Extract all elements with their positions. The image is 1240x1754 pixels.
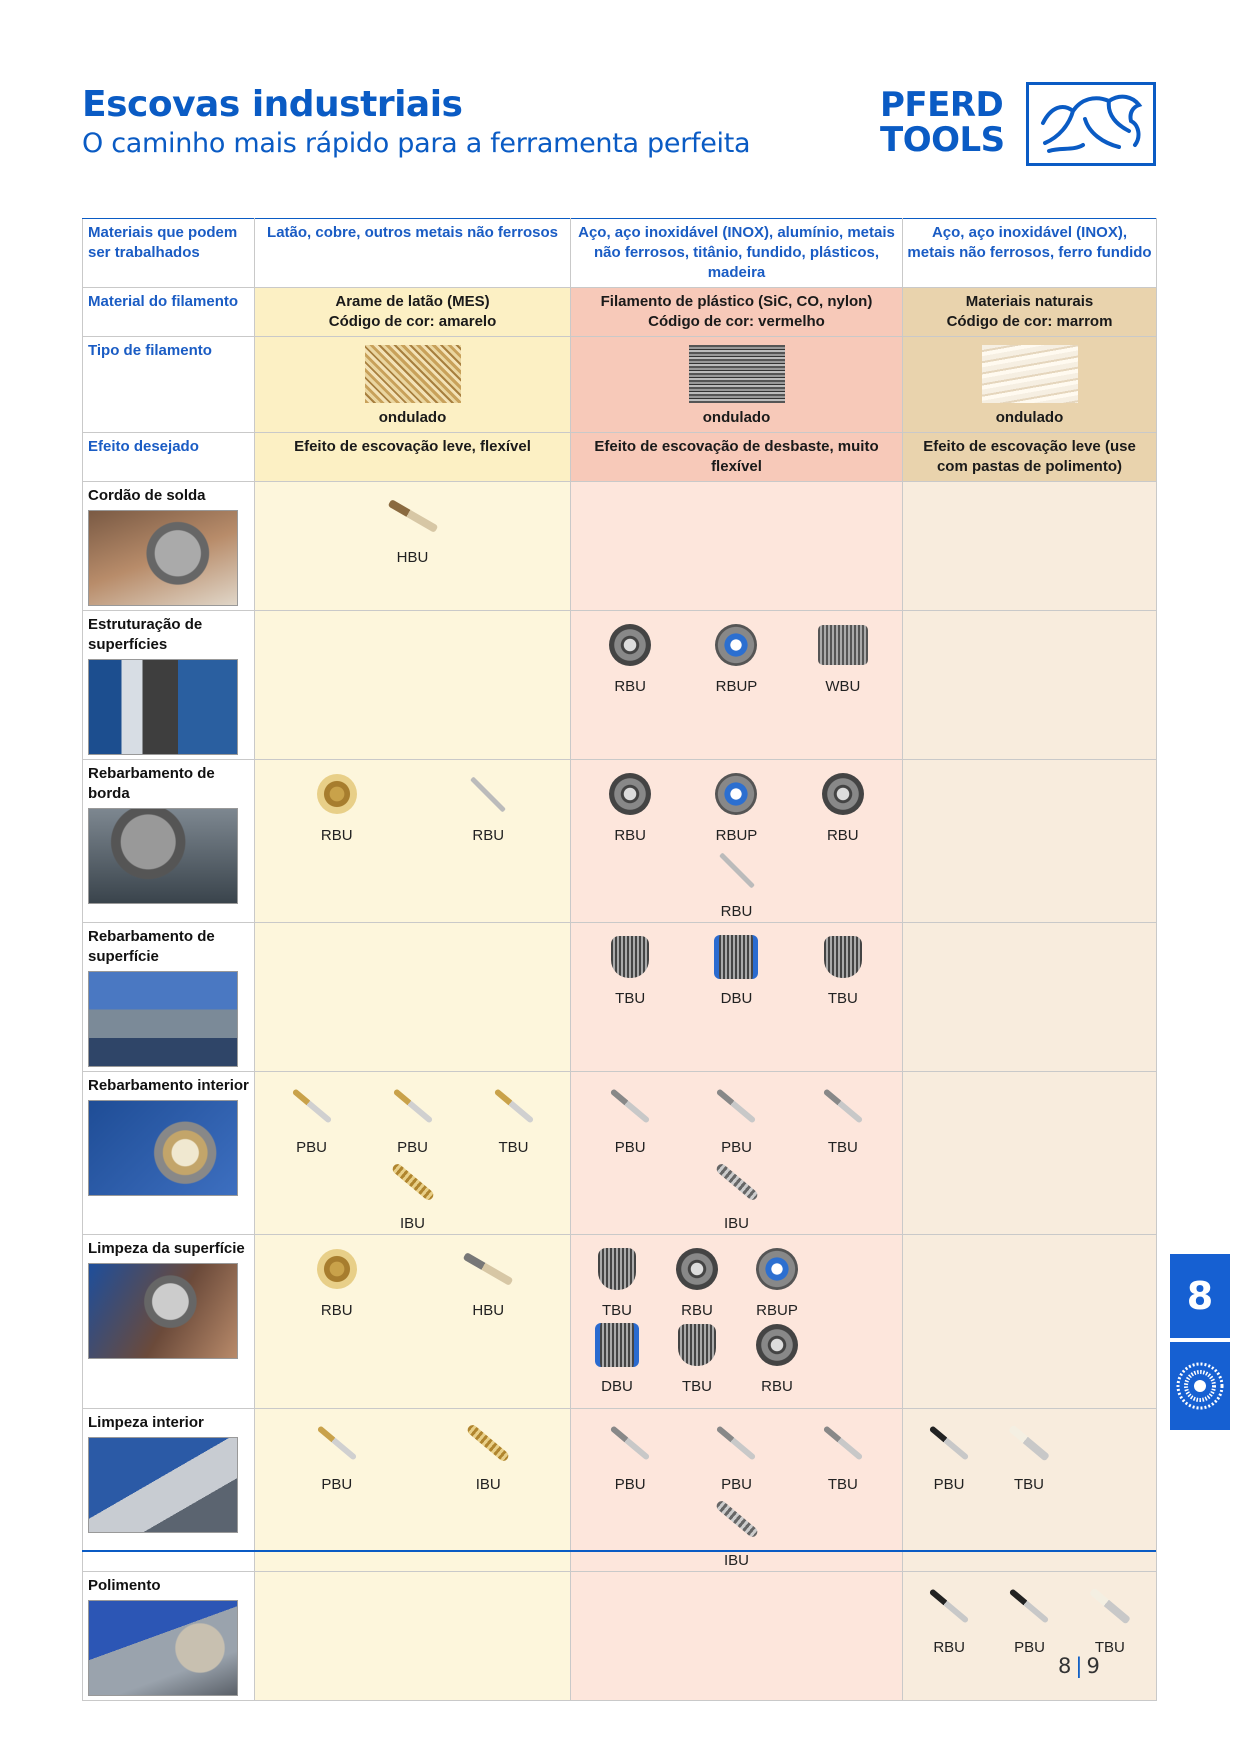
- filament-name: Materiais naturais: [965, 293, 1094, 310]
- page-number-left: 8: [1058, 1654, 1072, 1678]
- type-value: ondulado: [702, 409, 771, 426]
- brush-item: [803, 1419, 883, 1495]
- application-row: [83, 1235, 1157, 1409]
- type-value: ondulado: [995, 409, 1064, 426]
- brush-item: [590, 621, 670, 697]
- mini-wheel-brush-icon: [470, 776, 506, 812]
- application-label: Rebarbamento de borda: [88, 765, 215, 802]
- brush-code: RBU: [614, 827, 646, 844]
- end-brush-icon: [716, 1088, 757, 1123]
- brush-code: IBU: [399, 1215, 425, 1232]
- brush-code: PBU: [721, 1139, 752, 1156]
- brass-wire-swatch: [365, 345, 461, 403]
- brush-item: [448, 1245, 528, 1321]
- footer-divider: [82, 1550, 1156, 1552]
- brush-code: HBU: [396, 549, 429, 566]
- type-col-3: [903, 337, 1157, 433]
- brush-item: [297, 1419, 377, 1495]
- filament-type-row: [83, 337, 1157, 433]
- tube-brush-icon: [714, 1162, 759, 1202]
- brush-code: RBU: [472, 827, 505, 844]
- end-brush-icon: [929, 1425, 970, 1460]
- brushes-natural: [903, 760, 1157, 923]
- application-row: [83, 1409, 1157, 1572]
- page-divider: |: [1075, 1654, 1083, 1678]
- brush-code: TBU: [682, 1378, 712, 1395]
- brush-item: [696, 933, 776, 1009]
- brush-item: [590, 770, 670, 846]
- materials-label: Materiais que podem ser trabalhados: [83, 219, 255, 288]
- end-brush-icon: [610, 1088, 651, 1123]
- brush-item: [448, 770, 528, 846]
- application-row: [83, 923, 1157, 1072]
- type-col-2: [571, 337, 903, 433]
- brush-item: [697, 1495, 777, 1571]
- application-cell: [83, 1572, 255, 1701]
- brush-item: [803, 1082, 883, 1158]
- brushes-natural: [903, 1235, 1157, 1409]
- brush-item: [577, 1321, 657, 1397]
- materials-row: [83, 219, 1157, 288]
- effect-col-1: Efeito de escovação leve, flexível: [255, 433, 571, 482]
- brush-item: [657, 1245, 737, 1321]
- end-brush-icon: [291, 1088, 332, 1123]
- brush-item: [909, 1582, 989, 1658]
- application-row: [83, 611, 1157, 760]
- wheel-brush-icon: [676, 1248, 718, 1290]
- end-brush-icon: [316, 1425, 357, 1460]
- effect-row: [83, 433, 1157, 482]
- brush-item: [737, 1321, 817, 1397]
- brush-item: [297, 770, 377, 846]
- application-label: Estruturação de superfícies: [88, 616, 203, 653]
- application-label: Limpeza interior: [88, 1414, 204, 1431]
- brush-code: RBU: [933, 1639, 965, 1656]
- page-number-right: 9: [1086, 1654, 1100, 1678]
- disc-brush-icon: [595, 1323, 639, 1367]
- application-cell: [83, 482, 255, 611]
- brush-code: PBU: [296, 1139, 327, 1156]
- wheel-brush-plate-icon: [715, 624, 757, 666]
- wheel-brush-icon: [609, 624, 651, 666]
- hand-brush-icon: [387, 499, 438, 533]
- application-photo: [88, 510, 238, 606]
- brush-item: [373, 1158, 453, 1234]
- brush-code: PBU: [933, 1476, 965, 1493]
- brush-item: [590, 1419, 670, 1495]
- brush-item: [989, 1582, 1069, 1658]
- brushes-plastic: [571, 760, 903, 923]
- application-photo: [88, 808, 238, 904]
- brush-item: [590, 1082, 670, 1158]
- type-value: ondulado: [378, 409, 447, 426]
- filament-name: Filamento de plástico (SiC, CO, nylon): [600, 293, 873, 310]
- cup-brush-icon: [822, 1088, 863, 1123]
- horse-logo-icon: [1026, 82, 1156, 166]
- brush-code: RBUP: [756, 1302, 798, 1319]
- hand-brush-icon: [463, 1252, 514, 1286]
- brushes-brass: [255, 1409, 571, 1572]
- application-label: Limpeza da superfície: [88, 1240, 245, 1257]
- end-brush-icon: [1009, 1588, 1050, 1623]
- brush-item: [448, 1419, 528, 1495]
- brush-item: [697, 846, 777, 922]
- brush-code: TBU: [498, 1139, 529, 1156]
- brushes-plastic: [571, 1235, 903, 1409]
- brush-item: [577, 1245, 657, 1321]
- filament-col-2: [571, 288, 903, 337]
- brushes-plastic: [571, 1072, 903, 1235]
- cup-brush-icon: [598, 1248, 636, 1290]
- application-cell: [83, 611, 255, 760]
- brush-code: IBU: [723, 1552, 749, 1569]
- filament-col-3: [903, 288, 1157, 337]
- logo: [880, 85, 1020, 160]
- materials-col-3: Aço, aço inoxidável (INOX), metais não ferrosos, ferro fundido: [903, 219, 1157, 288]
- application-photo: [88, 1437, 238, 1533]
- brushes-natural: [903, 1572, 1157, 1701]
- brush-code: RBU: [681, 1302, 713, 1319]
- brush-code: RBU: [761, 1378, 793, 1395]
- brushes-brass: [255, 482, 571, 611]
- application-label: Cordão de solda: [88, 487, 206, 504]
- filament-code: Código de cor: amarelo: [328, 313, 497, 330]
- brushes-natural: [903, 1072, 1157, 1235]
- brushes-natural: [903, 923, 1157, 1072]
- brush-code: PBU: [614, 1139, 646, 1156]
- application-photo: [88, 1263, 238, 1359]
- wheel-brush-icon: [929, 1588, 970, 1623]
- brush-code: RBU: [320, 827, 353, 844]
- brushes-natural: [903, 1409, 1157, 1572]
- brush-code: TBU: [615, 990, 646, 1007]
- filament-code: Código de cor: marrom: [946, 313, 1113, 330]
- application-cell: [83, 923, 255, 1072]
- brush-item: [696, 770, 776, 846]
- brush-code: IBU: [475, 1476, 501, 1493]
- brush-code: RBU: [720, 903, 753, 920]
- brush-item: [657, 1321, 737, 1397]
- brush-item: [373, 1082, 453, 1158]
- mini-wheel-brush-icon: [718, 852, 754, 888]
- application-label: Rebarbamento de superfície: [88, 928, 215, 965]
- brush-item: [803, 621, 883, 697]
- brush-item: [590, 933, 670, 1009]
- filament-col-1: [255, 288, 571, 337]
- brush-code: IBU: [723, 1215, 749, 1232]
- cup-brush-icon: [824, 936, 862, 978]
- brush-wheel-icon: [1170, 1342, 1230, 1430]
- brush-code: RBU: [614, 678, 646, 695]
- brushes-brass: [255, 760, 571, 923]
- brush-item: [297, 1245, 377, 1321]
- brushes-plastic: [571, 1409, 903, 1572]
- type-col-1: [255, 337, 571, 433]
- wheel-brush-icon: [822, 773, 864, 815]
- brush-code: TBU: [1094, 1639, 1125, 1656]
- materials-col-2: Aço, aço inoxidável (INOX), alumínio, metais não ferrosos, titânio, fundido, plásticos, madeira: [571, 219, 903, 288]
- brush-item: [696, 1419, 776, 1495]
- brush-item: [696, 1082, 776, 1158]
- brushes-brass: [255, 611, 571, 760]
- filament-name: Arame de latão (MES): [335, 293, 490, 310]
- brush-code: PBU: [614, 1476, 646, 1493]
- disc-brush-icon: [714, 935, 758, 979]
- brush-item: [697, 1158, 777, 1234]
- wheel-brush-icon: [317, 774, 357, 814]
- logo-line-2: TOOLS: [880, 120, 1005, 160]
- end-brush-icon: [716, 1425, 757, 1460]
- application-cell: [83, 1409, 255, 1572]
- end-brush-icon: [392, 1088, 433, 1123]
- brushes-brass: [255, 1572, 571, 1701]
- cup-brush-icon: [611, 936, 649, 978]
- application-row: [83, 482, 1157, 611]
- cup-brush-icon: [493, 1088, 534, 1123]
- brushes-plastic: [571, 482, 903, 611]
- application-row: [83, 1072, 1157, 1235]
- brush-code: PBU: [1014, 1639, 1045, 1656]
- effect-col-3: Efeito de escovação leve (use com pastas de polimento): [903, 433, 1157, 482]
- brush-item: [803, 770, 883, 846]
- brush-code: HBU: [472, 1302, 505, 1319]
- brush-code: TBU: [1014, 1476, 1044, 1493]
- brushes-natural: [903, 611, 1157, 760]
- brush-code: DBU: [720, 990, 753, 1007]
- brush-code: WBU: [825, 678, 861, 695]
- brush-code: PBU: [397, 1139, 428, 1156]
- brushes-brass: [255, 923, 571, 1072]
- brush-item: [696, 621, 776, 697]
- brushes-plastic: [571, 923, 903, 1072]
- tube-brush-icon: [466, 1423, 511, 1463]
- end-brush-icon: [610, 1425, 651, 1460]
- brush-code: RBUP: [715, 827, 758, 844]
- brush-item: [1070, 1582, 1150, 1658]
- application-photo: [88, 971, 238, 1067]
- application-label: Polimento: [88, 1577, 161, 1594]
- application-photo: [88, 1600, 238, 1696]
- cup-brush-icon: [1089, 1588, 1131, 1625]
- type-label: Tipo de filamento: [83, 337, 255, 433]
- natural-bristle-swatch: [982, 345, 1078, 403]
- wide-brush-icon: [818, 625, 868, 665]
- materials-col-1: Latão, cobre, outros metais não ferrosos: [255, 219, 571, 288]
- brush-code: PBU: [721, 1476, 752, 1493]
- brush-code: RBUP: [715, 678, 758, 695]
- tube-brush-icon: [390, 1162, 435, 1202]
- effect-label: Efeito desejado: [83, 433, 255, 482]
- brush-item: [803, 933, 883, 1009]
- filament-code: Código de cor: vermelho: [648, 313, 825, 330]
- application-row: [83, 1572, 1157, 1701]
- brushes-natural: [903, 482, 1157, 611]
- filament-label: Material do filamento: [83, 288, 255, 337]
- cup-brush-icon: [678, 1324, 716, 1366]
- cup-brush-icon: [822, 1425, 863, 1460]
- brushes-brass: [255, 1235, 571, 1409]
- page-number: [1058, 1654, 1100, 1678]
- brush-item: [737, 1245, 817, 1321]
- brush-code: TBU: [827, 990, 858, 1007]
- effect-col-2: Efeito de escovação de desbaste, muito flexível: [571, 433, 903, 482]
- brushes-brass: [255, 1072, 571, 1235]
- brush-item: [989, 1419, 1069, 1495]
- wheel-brush-icon: [317, 1249, 357, 1289]
- application-photo: [88, 1100, 238, 1196]
- brush-item: [373, 492, 453, 568]
- wheel-brush-icon: [756, 1324, 798, 1366]
- wheel-brush-icon: [609, 773, 651, 815]
- wheel-brush-plate-icon: [756, 1248, 798, 1290]
- application-label: Rebarbamento interior: [88, 1077, 249, 1094]
- wheel-brush-plate-icon: [715, 773, 757, 815]
- brushes-plastic: [571, 1572, 903, 1701]
- application-photo: [88, 659, 238, 755]
- application-cell: [83, 760, 255, 923]
- brush-item: [909, 1419, 989, 1495]
- brush-code: DBU: [601, 1378, 633, 1395]
- page-title: Escovas industriais: [82, 84, 463, 125]
- brush-code: RBU: [826, 827, 859, 844]
- logo-line-1: PFERD: [880, 85, 1004, 125]
- brush-code: PBU: [321, 1476, 353, 1493]
- brush-code: TBU: [827, 1139, 858, 1156]
- application-row: [83, 760, 1157, 923]
- page-subtitle: O caminho mais rápido para a ferramenta perfeita: [82, 128, 751, 159]
- filament-row: [83, 288, 1157, 337]
- application-cell: [83, 1235, 255, 1409]
- application-cell: [83, 1072, 255, 1235]
- chapter-tab[interactable]: 8: [1170, 1254, 1230, 1338]
- brushes-plastic: [571, 611, 903, 760]
- brush-item: [474, 1082, 554, 1158]
- plastic-filament-swatch: [689, 345, 785, 403]
- brush-code: TBU: [827, 1476, 858, 1493]
- brush-code: TBU: [602, 1302, 632, 1319]
- cup-brush-icon: [1008, 1425, 1050, 1462]
- brush-item: [272, 1082, 352, 1158]
- brush-selection-table: [82, 218, 1157, 1701]
- brush-code: RBU: [320, 1302, 353, 1319]
- tube-brush-icon: [714, 1499, 759, 1539]
